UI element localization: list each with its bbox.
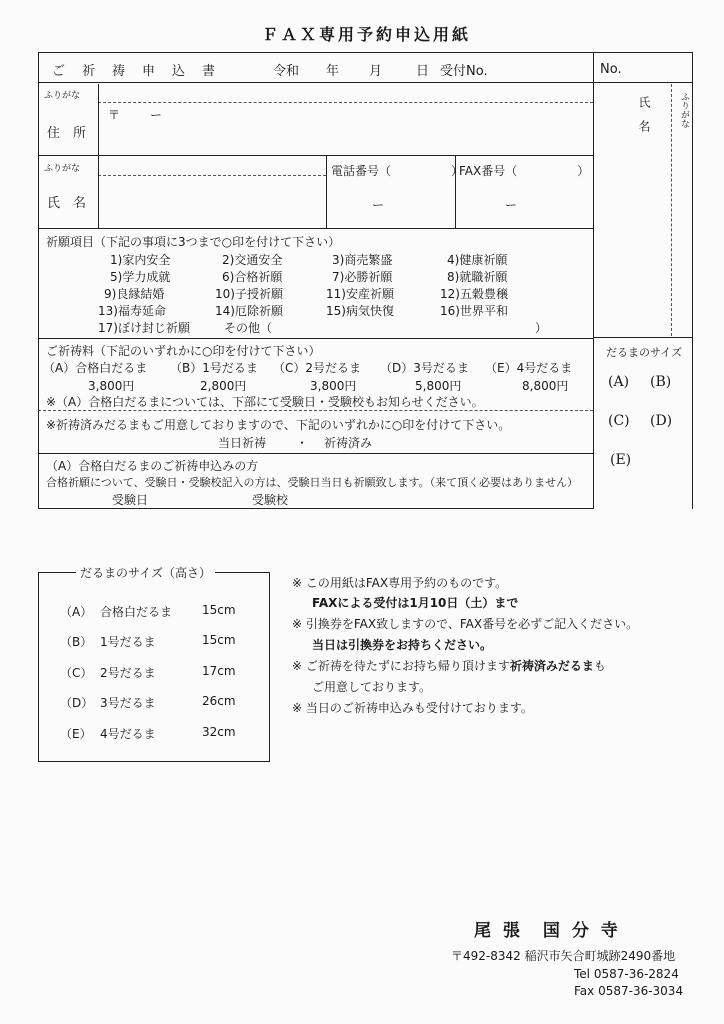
size-row-name: 4号だるま	[100, 727, 156, 741]
size-row-code: （C）	[60, 666, 93, 680]
size-row-name: 3号だるま	[100, 696, 156, 710]
day-field[interactable]: 日	[416, 64, 430, 79]
exam-school-field[interactable]: 受験校	[252, 493, 289, 507]
wish-item[interactable]: 15)病気快復	[326, 304, 394, 318]
note-3	[292, 657, 606, 674]
note-4: ※ 当日のご祈祷申込みも受付けております。	[292, 701, 533, 715]
size-row-name: 合格白だるま	[100, 605, 173, 619]
wish-item[interactable]: 8)就職祈願	[447, 270, 508, 284]
form-header-label: ご 祈 祷 申 込 書	[52, 64, 218, 79]
wish-item[interactable]: 2)交通安全	[222, 253, 283, 267]
month-field[interactable]: 月	[369, 64, 383, 79]
wish-other-close: ）	[535, 321, 548, 335]
side-size-heading: だるまのサイズ	[606, 346, 683, 359]
wish-item[interactable]: 10)子授祈願	[215, 287, 283, 301]
size-row-size: 15cm	[202, 633, 236, 647]
temple-tel: Tel 0587-36-2824	[574, 967, 679, 981]
note-3-bold: 祈祷済みだるま	[509, 659, 594, 673]
prepared-separator: ・	[296, 436, 309, 450]
fee-price: 3,800円	[88, 379, 135, 393]
side-size-c[interactable]: (C)	[608, 413, 630, 429]
side-size-e[interactable]: (E)	[610, 452, 632, 468]
wish-item[interactable]: 7)必勝祈願	[332, 270, 393, 284]
side-furigana-label: ふりがな	[679, 92, 689, 128]
prepared-text: ※祈祷済みだるまもご用意しておりますので、下記のいずれかに○印を付けて下さい。	[46, 418, 511, 432]
note-2: ※ 引換券をFAX致しますので、FAX番号を必ずご記入ください。	[292, 617, 639, 631]
size-row-code: （A）	[60, 605, 93, 619]
size-row-size: 32cm	[202, 725, 236, 739]
postal-code-field[interactable]: ー	[150, 108, 163, 122]
wish-item[interactable]: 4)健康祈願	[447, 253, 508, 267]
side-size-a[interactable]: (A)	[608, 374, 630, 390]
reception-no-label: 受付No.	[440, 64, 488, 79]
size-row-code: （D）	[60, 696, 94, 710]
note-3b: ご用意しております。	[312, 680, 432, 694]
wish-item[interactable]: 9)良縁結婚	[104, 287, 165, 301]
note-3-text: ※ ご祈祷を待たずにお持ち帰り頂けます	[292, 659, 510, 673]
fax-field[interactable]: ー	[505, 198, 518, 212]
side-no-label: No.	[600, 62, 622, 77]
note-2b: 当日は引換券をお持ちください。	[312, 638, 493, 652]
fee-price: 8,800円	[522, 379, 569, 393]
fax-label: FAX番号（ ）	[459, 164, 590, 178]
phone-field[interactable]: ー	[372, 198, 385, 212]
postal-mark: 〒	[108, 108, 121, 122]
wish-item[interactable]: 12)五穀豊穣	[440, 287, 508, 301]
fee-price: 5,800円	[415, 379, 462, 393]
note-1b: FAXによる受付は1月10日（土）まで	[312, 596, 519, 610]
note-3-tail: も	[593, 659, 606, 673]
year-field[interactable]: 年	[326, 64, 340, 79]
name-label: 氏 名	[47, 196, 87, 211]
address-label: 住 所	[47, 126, 87, 141]
phone-label: 電話番号（ ）	[331, 164, 464, 178]
size-row-size: 17cm	[202, 664, 236, 678]
temple-address: 〒492-8342 稲沢市矢合町城跡2490番地	[451, 949, 676, 963]
side-size-b[interactable]: (B)	[650, 374, 672, 390]
wishes-heading: 祈願項目（下記の事項に3つまで○印を付けて下さい）	[46, 235, 341, 249]
wish-item[interactable]: 1)家内安全	[110, 253, 171, 267]
wish-other-field[interactable]: その他（	[224, 321, 273, 335]
fee-option[interactable]: （C）2号だるま	[273, 361, 362, 375]
fee-option[interactable]: （B）1号だるま	[170, 361, 258, 375]
wish-item[interactable]: 11)安産祈願	[326, 287, 394, 301]
fee-price: 2,800円	[200, 379, 247, 393]
wish-item[interactable]: 3)商売繁盛	[332, 253, 393, 267]
fee-option[interactable]: （D）3号だるま	[380, 361, 469, 375]
wish-item[interactable]: 6)合格祈願	[222, 270, 283, 284]
exam-text: 合格祈願について、受験日・受験校記入の方は、受験日当日も祈願致します。（来て頂く必要はありません）	[46, 476, 579, 489]
size-table-heading: だるまのサイズ（高さ）	[76, 564, 215, 581]
wish-item[interactable]: 16)世界平和	[440, 304, 508, 318]
era-label: 令和	[273, 64, 300, 79]
size-row-name: 1号だるま	[100, 635, 156, 649]
size-row-size: 15cm	[202, 603, 236, 617]
wish-item[interactable]: 5)学力成就	[110, 270, 171, 284]
furigana-label-2: ふりがな	[44, 164, 81, 174]
size-row-code: （B）	[60, 635, 93, 649]
note-1: ※ この用紙はFAX専用予約のものです。	[292, 576, 508, 590]
exam-heading: （A）合格白だるまのご祈祷申込みの方	[46, 459, 259, 473]
size-row-code: （E）	[60, 727, 92, 741]
side-size-d[interactable]: (D)	[650, 413, 673, 429]
fee-heading: ご祈祷料（下記のいずれかに○印を付けて下さい）	[46, 344, 321, 358]
fee-note: ※（A）合格白だるまについては、下部にて受験日・受験校もお知らせください。	[46, 395, 484, 409]
size-row-size: 26cm	[202, 694, 236, 708]
fee-option[interactable]: （A）合格白だるま	[43, 361, 148, 375]
fee-option[interactable]: （E）4号だるま	[485, 361, 573, 375]
fee-price: 3,800円	[310, 379, 357, 393]
prepared-option-done[interactable]: 祈祷済み	[324, 436, 373, 450]
side-name-label: 氏 名	[637, 96, 651, 132]
temple-name: 尾 張 国 分 寺	[474, 921, 621, 941]
temple-fax: Fax 0587-36-3034	[574, 984, 684, 998]
prepared-option-same-day[interactable]: 当日祈祷	[218, 436, 267, 450]
wish-item[interactable]: 14)厄除祈願	[215, 304, 283, 318]
furigana-label: ふりがな	[44, 91, 81, 101]
page-title: ＦＡＸ専用予約申込用紙	[262, 25, 472, 44]
wish-item[interactable]: 17)ぼけ封じ祈願	[98, 321, 190, 335]
exam-date-field[interactable]: 受験日	[112, 493, 149, 507]
wish-item[interactable]: 13)福寿延命	[98, 304, 166, 318]
size-row-name: 2号だるま	[100, 666, 156, 680]
